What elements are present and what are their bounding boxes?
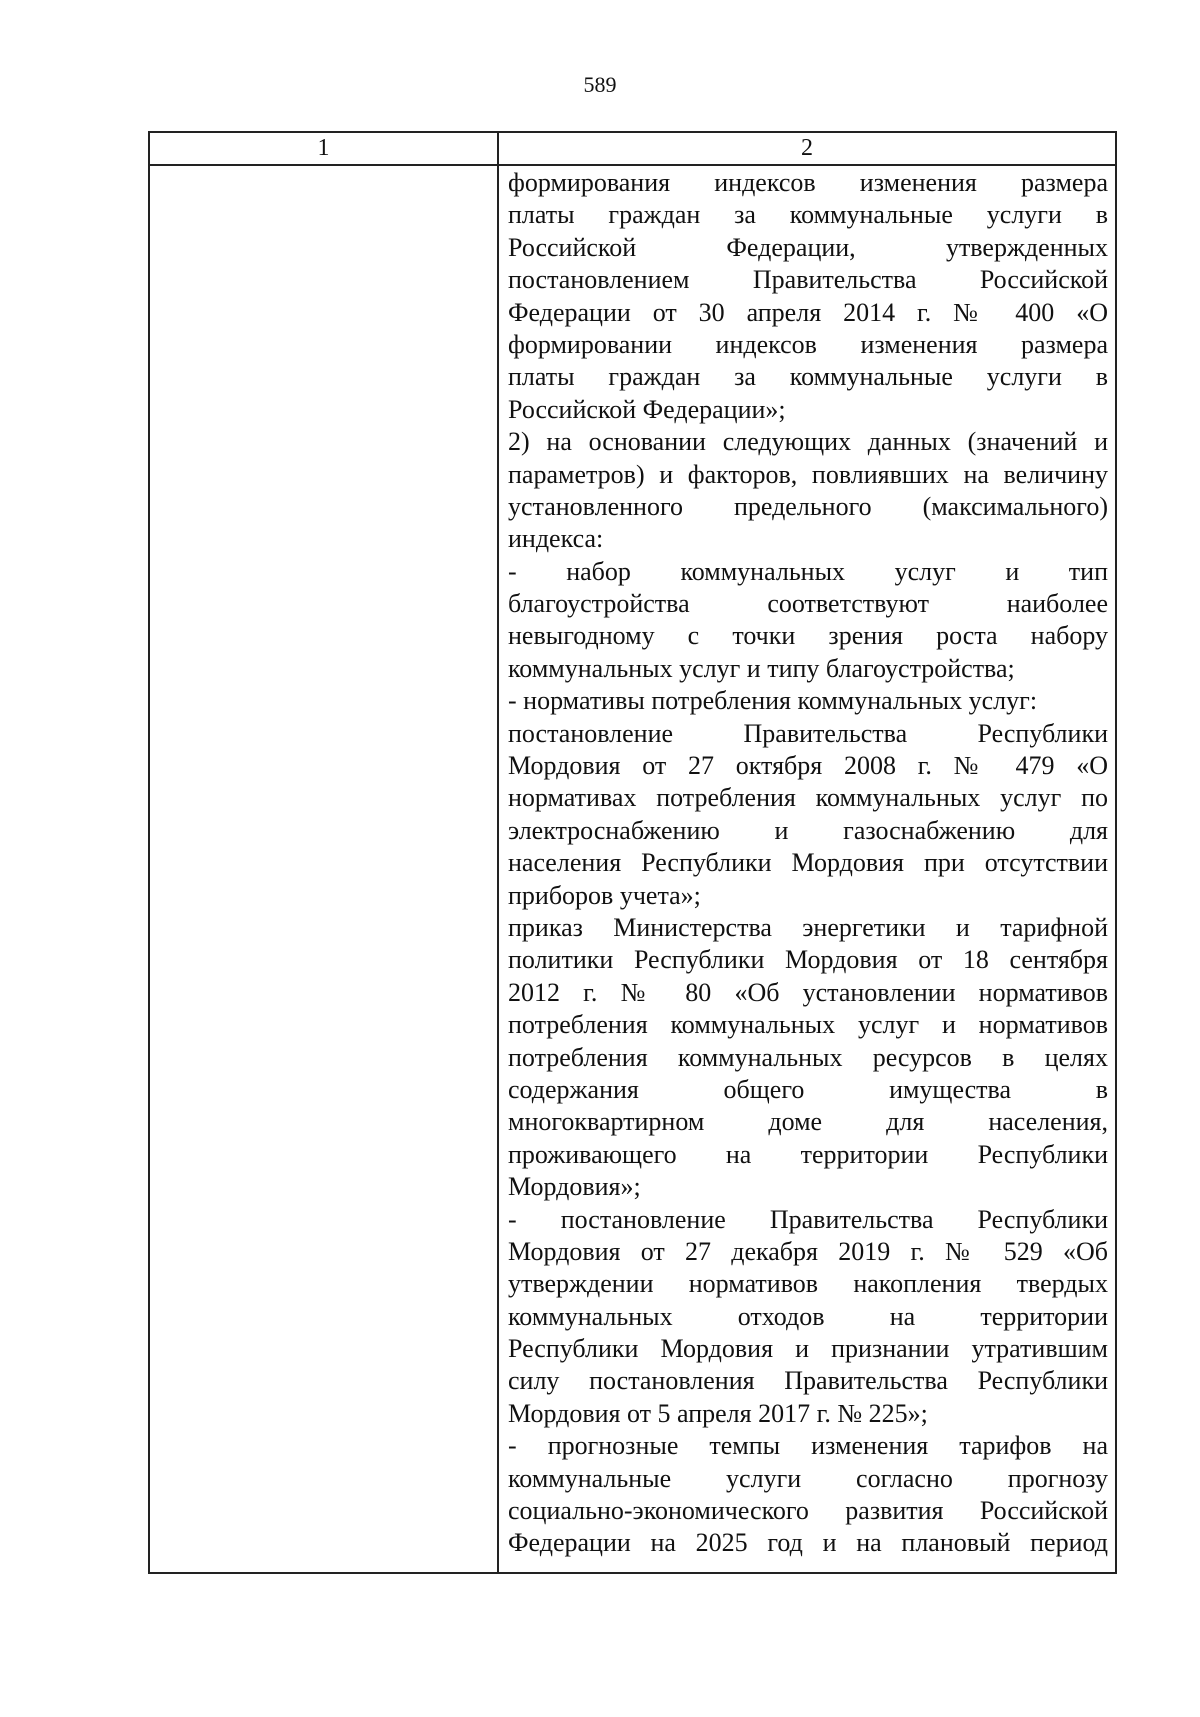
text-line: политики Республики Мордовия от 18 сентября xyxy=(508,945,1108,975)
text-line: коммунальных отходов на территории xyxy=(508,1301,1108,1331)
text-line: утверждении нормативов накопления твердых xyxy=(508,1269,1108,1299)
text-line: Мордовия от 27 декабря 2019 г. № 529 «Об xyxy=(508,1236,1108,1266)
text-line: коммунальные услуги согласно прогнозу xyxy=(508,1463,1108,1493)
text-line: Республики Мордовия и признании утратившим xyxy=(508,1334,1108,1364)
text-line: населения Республики Мордовия при отсутствии xyxy=(508,848,1108,878)
text-line: - прогнозные темпы изменения тарифов на xyxy=(508,1431,1108,1461)
text-line: 2) на основании следующих данных (значений и xyxy=(508,427,1108,457)
text-line: индекса: xyxy=(508,524,604,554)
page-number: 589 xyxy=(583,72,617,97)
text-line: социально-экономического развития Российской xyxy=(508,1496,1108,1526)
column-header-1: 1 xyxy=(317,135,330,161)
text-line: благоустройства соответствуют наиболее xyxy=(508,589,1108,619)
text-line: Мордовия»; xyxy=(508,1172,641,1202)
text-line: нормативах потребления коммунальных услуг по xyxy=(508,783,1108,813)
text-line: - набор коммунальных услуг и тип xyxy=(508,556,1108,586)
text-line: Федерации от 30 апреля 2014 г. № 400 «О xyxy=(508,297,1108,327)
document-table xyxy=(148,131,1117,1574)
text-line: потребления коммунальных ресурсов в целях xyxy=(508,1042,1108,1072)
text-line: Мордовия от 5 апреля 2017 г. № 225»; xyxy=(508,1398,928,1428)
text-line: приборов учета»; xyxy=(508,880,701,910)
text-line: Российской Федерации»; xyxy=(508,394,786,424)
table-header-row xyxy=(150,133,1115,166)
text-line: потребления коммунальных услуг и нормативов xyxy=(508,1010,1108,1040)
text-line: Российской Федерации, утвержденных xyxy=(508,232,1108,262)
text-line: коммунальных услуг и типу благоустройства; xyxy=(508,653,1015,683)
text-line: силу постановления Правительства Республики xyxy=(508,1366,1108,1396)
text-line: Федерации на 2025 год и на плановый период xyxy=(508,1528,1108,1558)
text-line: проживающего на территории Республики xyxy=(508,1139,1108,1169)
text-line: невыгодному с точки зрения роста набору xyxy=(508,621,1108,651)
column-divider xyxy=(497,133,499,1572)
text-line: постановлением Правительства Российской xyxy=(508,265,1108,295)
column-header-2: 2 xyxy=(801,135,813,161)
text-line: параметров) и факторов, повлиявших на величину xyxy=(508,459,1108,489)
text-line: установленного предельного (максимального) xyxy=(508,491,1108,521)
text-line: - постановление Правительства Республики xyxy=(508,1204,1108,1234)
text-line: формирования индексов изменения размера xyxy=(508,168,1108,197)
text-line: многоквартирном доме для населения, xyxy=(508,1107,1108,1137)
text-line: 2012 г. № 80 «Об установлении нормативов xyxy=(508,977,1108,1007)
text-line: платы граждан за коммунальные услуги в xyxy=(508,200,1108,230)
text-line: приказ Министерства энергетики и тарифной xyxy=(508,912,1108,942)
column-1-cell xyxy=(150,166,497,1572)
text-line: постановление Правительства Республики xyxy=(508,718,1108,748)
text-line: содержания общего имущества в xyxy=(508,1074,1108,1104)
text-line: формировании индексов изменения размера xyxy=(508,329,1108,359)
column-2-cell xyxy=(508,167,1108,1560)
text-line: электроснабжению и газоснабжению для xyxy=(508,815,1108,845)
text-line: - нормативы потребления коммунальных услуг: xyxy=(508,686,1038,716)
text-line: Мордовия от 27 октября 2008 г. № 479 «О xyxy=(508,751,1108,781)
text-line: платы граждан за коммунальные услуги в xyxy=(508,362,1108,392)
